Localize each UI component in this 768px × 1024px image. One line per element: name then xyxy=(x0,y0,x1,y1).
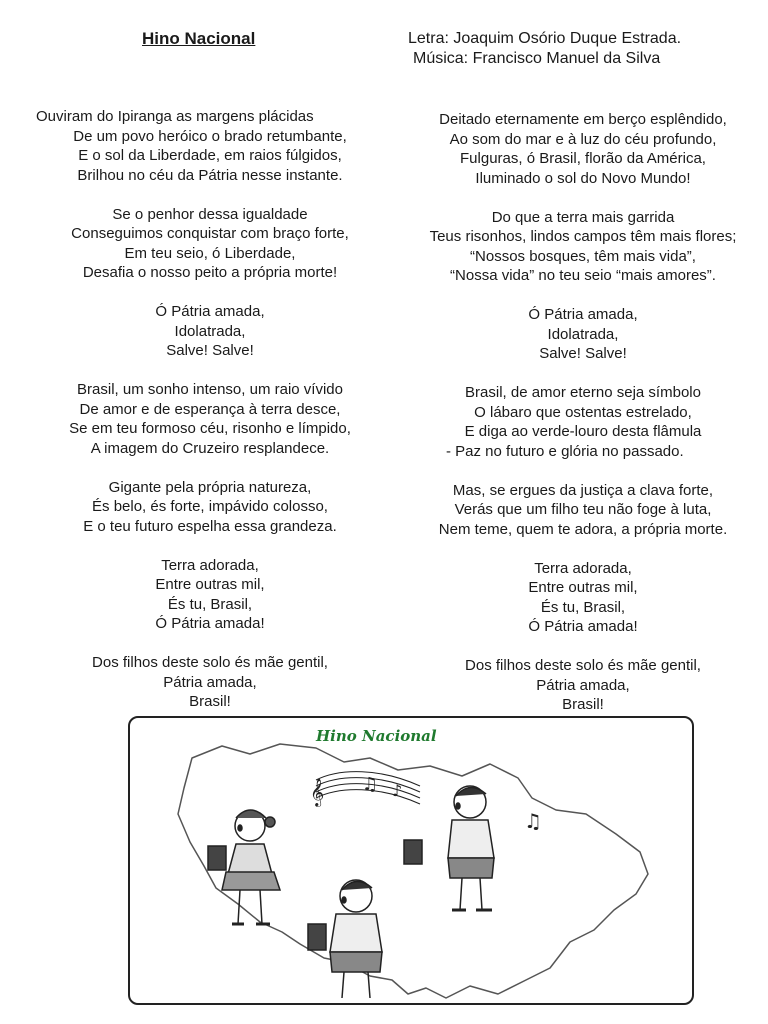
lyric-line: Verás que um filho teu não foge à luta, xyxy=(454,501,712,518)
right-stanza xyxy=(398,656,768,715)
lyric-line: Terra adorada, xyxy=(534,559,632,577)
lyric-line: Ó Pátria amada! xyxy=(528,618,638,635)
lyric-line: Conseguimos conquistar com braço forte, xyxy=(71,225,349,242)
svg-text:♫: ♫ xyxy=(524,809,542,833)
right-stanza xyxy=(398,208,768,286)
anthem-illustration xyxy=(128,716,694,1005)
lyric-line: A imagem do Cruzeiro resplandece. xyxy=(90,439,330,457)
lyric-line: Idolatrada, xyxy=(547,325,619,343)
lyric-line: Entre outras mil, xyxy=(528,579,638,596)
girl-singing-icon xyxy=(208,810,280,924)
lyric-line: És tu, Brasil, xyxy=(167,595,253,613)
left-stanza xyxy=(18,380,402,458)
right-stanza xyxy=(398,305,768,364)
lyric-line: Brilhou no céu da Pátria nesse instante. xyxy=(77,166,343,184)
lyric-line: Fulguras, ó Brasil, florão da América, xyxy=(460,150,706,167)
left-stanza xyxy=(18,107,402,185)
lyric-line: Ouviram do Ipiranga as margens plácidas xyxy=(36,108,314,125)
lyric-line: Mas, se ergues da justiça a clava forte, xyxy=(452,481,714,499)
credits xyxy=(408,29,681,69)
left-stanza xyxy=(18,205,402,283)
left-lyrics-column xyxy=(18,107,402,731)
lyric-line: Do que a terra mais garrida xyxy=(491,208,675,226)
music-notes-icon xyxy=(310,772,542,833)
lyric-line: - Paz no futuro e glória no passado. xyxy=(446,442,684,460)
lyric-line: Pátria amada, xyxy=(536,676,630,694)
children-singing-over-brazil-map-icon xyxy=(130,718,692,1003)
boy-singing-right-icon xyxy=(404,786,494,910)
lyric-line: Em teu seio, ó Liberdade, xyxy=(124,244,296,262)
lyric-line: Ao som do mar e à luz do céu profundo, xyxy=(449,130,717,148)
svg-text:𝄞: 𝄞 xyxy=(310,778,325,806)
lyric-line: Idolatrada, xyxy=(174,322,246,340)
lyric-line: Deitado eternamente em berço esplêndido, xyxy=(439,111,727,128)
lyric-line: Salve! Salve! xyxy=(166,342,254,359)
lyric-line: Dos filhos deste solo és mãe gentil, xyxy=(465,657,701,674)
svg-text:♪: ♪ xyxy=(392,781,403,800)
boy-singing-center-icon xyxy=(308,880,382,998)
right-stanza xyxy=(398,559,768,637)
lyric-line: Nem teme, quem te adora, a própria morte. xyxy=(438,520,728,538)
lyric-line: Teus risonhos, lindos campos têm mais flores; xyxy=(429,228,737,245)
music-credit: Música: Francisco Manuel da Silva xyxy=(413,50,661,67)
lyric-line: Ó Pátria amada! xyxy=(155,615,265,632)
lyric-line: Gigante pela própria natureza, xyxy=(108,478,312,496)
lyric-line: Entre outras mil, xyxy=(155,576,265,593)
left-stanza xyxy=(18,478,402,537)
left-stanza xyxy=(18,653,402,712)
lyric-line: Brasil! xyxy=(189,693,231,710)
right-lyrics-column xyxy=(398,110,768,734)
left-stanza xyxy=(18,302,402,361)
lyric-line: “Nossos bosques, têm mais vida”, xyxy=(470,247,696,265)
lyric-line: Terra adorada, xyxy=(161,556,259,574)
lyric-line: Brasil, um sonho intenso, um raio vívido xyxy=(77,381,343,398)
lyric-line: “Nossa vida” no teu seio “mais amores”. xyxy=(450,267,716,284)
page-title: Hino Nacional xyxy=(142,29,256,48)
lyric-line: Brasil, de amor eterno seja símbolo xyxy=(465,384,701,401)
lyrics-credit: Letra: Joaquim Osório Duque Estrada. xyxy=(408,30,682,47)
lyric-line: Se o penhor dessa igualdade xyxy=(112,205,308,223)
illustration-caption: Hino Nacional xyxy=(316,727,437,745)
right-stanza xyxy=(398,481,768,540)
lyric-line: És belo, és forte, impávido colosso, xyxy=(92,498,328,515)
svg-text:♫: ♫ xyxy=(362,774,379,795)
lyric-line: Iluminado o sol do Novo Mundo! xyxy=(475,169,691,187)
lyric-line: Se em teu formoso céu, risonho e límpido, xyxy=(69,420,351,437)
lyric-line: Pátria amada, xyxy=(163,673,257,691)
lyric-line: Dos filhos deste solo és mãe gentil, xyxy=(92,654,328,671)
lyric-line: És tu, Brasil, xyxy=(540,598,626,616)
lyric-line: Ó Pátria amada, xyxy=(155,303,265,320)
lyric-line: E o sol da Liberdade, em raios fúlgidos, xyxy=(78,147,342,164)
left-stanza xyxy=(18,556,402,634)
lyric-line: E o teu futuro espelha essa grandeza. xyxy=(83,517,337,535)
lyric-line: E diga ao verde-louro desta flâmula xyxy=(464,423,702,440)
lyric-line: De amor e de esperança à terra desce, xyxy=(79,400,341,418)
lyric-line: O lábaro que ostentas estrelado, xyxy=(474,403,692,421)
lyric-line: Brasil! xyxy=(562,696,604,713)
lyric-line: Salve! Salve! xyxy=(539,345,627,362)
lyric-line: Ó Pátria amada, xyxy=(528,306,638,323)
right-stanza xyxy=(398,383,768,461)
lyric-line: Desafia o nosso peito a própria morte! xyxy=(82,264,338,281)
right-stanza xyxy=(398,110,768,188)
lyric-line: De um povo heróico o brado retumbante, xyxy=(73,127,347,145)
